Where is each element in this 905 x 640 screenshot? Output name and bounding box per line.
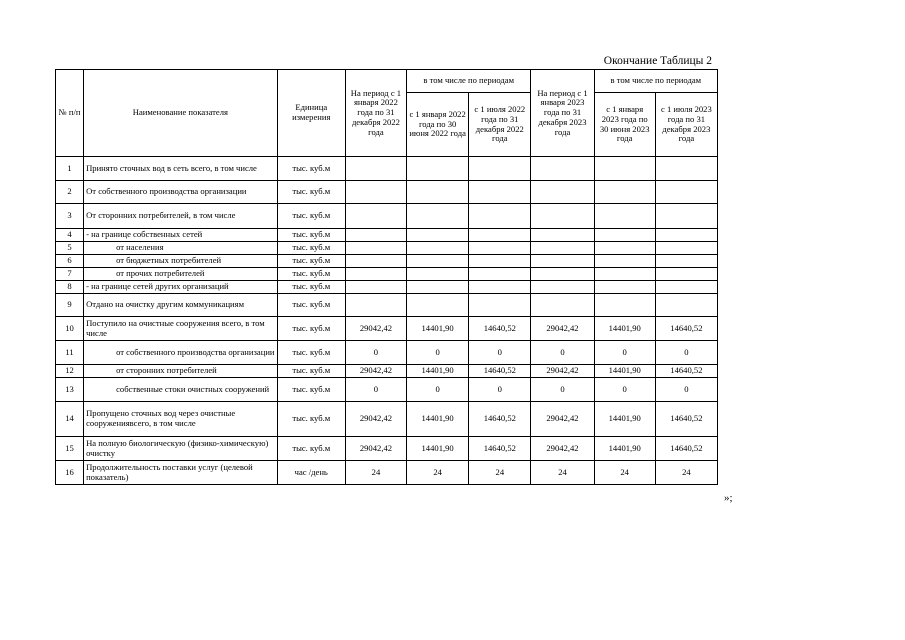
row-name: Пропущено сточных вод через очистные сооружениявсего, в том числе bbox=[84, 402, 278, 437]
table-row bbox=[56, 378, 718, 402]
value-cell bbox=[594, 204, 655, 229]
value-cell bbox=[594, 229, 655, 242]
value-cell: 14640,52 bbox=[655, 437, 717, 461]
row-name: от прочих потребителей bbox=[84, 268, 278, 281]
value-cell bbox=[469, 268, 531, 281]
value-cell bbox=[655, 294, 717, 317]
row-number: 1 bbox=[56, 157, 84, 181]
value-cell bbox=[469, 157, 531, 181]
table-row bbox=[56, 229, 718, 242]
value-cell bbox=[531, 242, 594, 255]
value-cell bbox=[407, 181, 469, 204]
value-cell bbox=[594, 242, 655, 255]
header-incl-2023: в том числе по периодам bbox=[594, 70, 717, 93]
row-unit: тыс. куб.м bbox=[277, 402, 345, 437]
row-unit: час /день bbox=[277, 461, 345, 485]
table-row bbox=[56, 242, 718, 255]
value-cell: 29042,42 bbox=[345, 317, 406, 341]
value-cell bbox=[407, 157, 469, 181]
table-row bbox=[56, 181, 718, 204]
row-name: - на границе сетей других организаций bbox=[84, 281, 278, 294]
header-h2-2023: с 1 июля 2023 года по 31 декабря 2023 года bbox=[655, 93, 717, 157]
value-cell bbox=[655, 268, 717, 281]
table-caption: Окончание Таблицы 2 bbox=[603, 55, 712, 67]
value-cell: 24 bbox=[655, 461, 717, 485]
row-name: От собственного производства организации bbox=[84, 181, 278, 204]
row-unit: тыс. куб.м bbox=[277, 157, 345, 181]
value-cell bbox=[469, 204, 531, 229]
header-unit: Единица измерения bbox=[277, 70, 345, 157]
row-name: Поступило на очистные сооружения всего, в том числе bbox=[84, 317, 278, 341]
row-unit: тыс. куб.м bbox=[277, 242, 345, 255]
value-cell bbox=[345, 294, 406, 317]
value-cell: 29042,42 bbox=[345, 402, 406, 437]
value-cell: 0 bbox=[594, 341, 655, 365]
value-cell: 24 bbox=[594, 461, 655, 485]
value-cell bbox=[531, 157, 594, 181]
row-number: 9 bbox=[56, 294, 84, 317]
table-row bbox=[56, 294, 718, 317]
table-row bbox=[56, 255, 718, 268]
table-row bbox=[56, 437, 718, 461]
value-cell bbox=[469, 294, 531, 317]
value-cell bbox=[655, 281, 717, 294]
value-cell bbox=[407, 204, 469, 229]
row-name: от населения bbox=[84, 242, 278, 255]
row-name: Принято сточных вод в сеть всего, в том числе bbox=[84, 157, 278, 181]
value-cell bbox=[345, 268, 406, 281]
row-name: от бюджетных потребителей bbox=[84, 255, 278, 268]
row-unit: тыс. куб.м bbox=[277, 204, 345, 229]
row-number: 14 bbox=[56, 402, 84, 437]
row-number: 4 bbox=[56, 229, 84, 242]
row-unit: тыс. куб.м bbox=[277, 181, 345, 204]
value-cell: 0 bbox=[407, 378, 469, 402]
value-cell bbox=[655, 204, 717, 229]
row-name: от сторонних потребителей bbox=[84, 365, 278, 378]
value-cell: 14401,90 bbox=[594, 365, 655, 378]
value-cell: 24 bbox=[531, 461, 594, 485]
header-h1-2023: с 1 января 2023 года по 30 июня 2023 года bbox=[594, 93, 655, 157]
closing-quote: »; bbox=[724, 492, 733, 504]
row-unit: тыс. куб.м bbox=[277, 229, 345, 242]
value-cell bbox=[655, 229, 717, 242]
value-cell: 0 bbox=[345, 341, 406, 365]
value-cell: 0 bbox=[594, 378, 655, 402]
value-cell: 29042,42 bbox=[531, 437, 594, 461]
table-row bbox=[56, 365, 718, 378]
header-incl-2022: в том числе по периодам bbox=[407, 70, 531, 93]
value-cell: 14640,52 bbox=[469, 317, 531, 341]
value-cell: 29042,42 bbox=[531, 402, 594, 437]
value-cell bbox=[594, 281, 655, 294]
value-cell: 0 bbox=[655, 378, 717, 402]
header-num: № п/п bbox=[56, 70, 84, 157]
value-cell bbox=[531, 181, 594, 204]
value-cell bbox=[655, 181, 717, 204]
row-name: - на границе собственных сетей bbox=[84, 229, 278, 242]
row-number: 12 bbox=[56, 365, 84, 378]
value-cell: 0 bbox=[531, 341, 594, 365]
value-cell: 29042,42 bbox=[531, 365, 594, 378]
value-cell bbox=[345, 204, 406, 229]
value-cell bbox=[531, 294, 594, 317]
value-cell: 0 bbox=[469, 341, 531, 365]
value-cell bbox=[469, 281, 531, 294]
row-number: 10 bbox=[56, 317, 84, 341]
value-cell bbox=[407, 268, 469, 281]
value-cell: 14401,90 bbox=[407, 365, 469, 378]
value-cell: 29042,42 bbox=[345, 437, 406, 461]
row-number: 6 bbox=[56, 255, 84, 268]
value-cell bbox=[345, 229, 406, 242]
table-row bbox=[56, 317, 718, 341]
value-cell bbox=[655, 242, 717, 255]
row-unit: тыс. куб.м bbox=[277, 268, 345, 281]
header-h1-2022: с 1 января 2022 года по 30 июня 2022 года bbox=[407, 93, 469, 157]
indicators-table bbox=[55, 69, 718, 485]
value-cell bbox=[407, 229, 469, 242]
value-cell: 14640,52 bbox=[469, 365, 531, 378]
row-number: 8 bbox=[56, 281, 84, 294]
row-number: 2 bbox=[56, 181, 84, 204]
value-cell: 29042,42 bbox=[345, 365, 406, 378]
row-number: 13 bbox=[56, 378, 84, 402]
table-row bbox=[56, 402, 718, 437]
value-cell: 14401,90 bbox=[407, 437, 469, 461]
row-unit: тыс. куб.м bbox=[277, 255, 345, 268]
value-cell bbox=[594, 255, 655, 268]
table-row bbox=[56, 268, 718, 281]
value-cell bbox=[469, 255, 531, 268]
value-cell: 24 bbox=[345, 461, 406, 485]
row-unit: тыс. куб.м bbox=[277, 378, 345, 402]
table-row bbox=[56, 461, 718, 485]
row-unit: тыс. куб.м bbox=[277, 437, 345, 461]
value-cell: 0 bbox=[531, 378, 594, 402]
row-number: 5 bbox=[56, 242, 84, 255]
value-cell bbox=[594, 294, 655, 317]
value-cell: 29042,42 bbox=[531, 317, 594, 341]
value-cell: 14401,90 bbox=[594, 402, 655, 437]
row-name: Отдано на очистку другим коммуникациям bbox=[84, 294, 278, 317]
header-period-2022: На период с 1 января 2022 года по 31 декабря 2022 года bbox=[345, 70, 406, 157]
row-number: 7 bbox=[56, 268, 84, 281]
value-cell: 0 bbox=[407, 341, 469, 365]
row-unit: тыс. куб.м bbox=[277, 281, 345, 294]
value-cell bbox=[469, 181, 531, 204]
value-cell bbox=[469, 229, 531, 242]
value-cell: 14640,52 bbox=[469, 402, 531, 437]
row-name: От сторонних потребителей, в том числе bbox=[84, 204, 278, 229]
row-name: от собственного производства организации bbox=[84, 341, 278, 365]
row-name: На полную биологическую (физико-химическую) очистку bbox=[84, 437, 278, 461]
value-cell: 14401,90 bbox=[407, 402, 469, 437]
value-cell bbox=[407, 294, 469, 317]
table-row bbox=[56, 157, 718, 181]
value-cell: 14640,52 bbox=[655, 317, 717, 341]
row-number: 3 bbox=[56, 204, 84, 229]
value-cell: 14640,52 bbox=[655, 365, 717, 378]
table-row bbox=[56, 204, 718, 229]
value-cell bbox=[655, 255, 717, 268]
header-period-2023: На период с 1 января 2023 года по 31 декабря 2023 года bbox=[531, 70, 594, 157]
value-cell: 24 bbox=[469, 461, 531, 485]
value-cell bbox=[407, 255, 469, 268]
value-cell bbox=[531, 229, 594, 242]
value-cell: 0 bbox=[345, 378, 406, 402]
row-number: 11 bbox=[56, 341, 84, 365]
value-cell bbox=[407, 281, 469, 294]
value-cell: 14401,90 bbox=[407, 317, 469, 341]
row-unit: тыс. куб.м bbox=[277, 365, 345, 378]
row-name: собственные стоки очистных сооружений bbox=[84, 378, 278, 402]
value-cell bbox=[655, 157, 717, 181]
value-cell bbox=[594, 157, 655, 181]
header-name: Наименование показателя bbox=[84, 70, 278, 157]
value-cell bbox=[407, 242, 469, 255]
value-cell: 24 bbox=[407, 461, 469, 485]
table-row bbox=[56, 341, 718, 365]
row-unit: тыс. куб.м bbox=[277, 317, 345, 341]
value-cell bbox=[531, 204, 594, 229]
value-cell bbox=[531, 255, 594, 268]
value-cell: 0 bbox=[469, 378, 531, 402]
value-cell bbox=[594, 181, 655, 204]
row-number: 16 bbox=[56, 461, 84, 485]
table-row bbox=[56, 281, 718, 294]
value-cell: 0 bbox=[655, 341, 717, 365]
value-cell bbox=[531, 281, 594, 294]
row-name: Продолжительность поставки услуг (целевой показатель) bbox=[84, 461, 278, 485]
value-cell bbox=[345, 181, 406, 204]
value-cell bbox=[469, 242, 531, 255]
value-cell bbox=[531, 268, 594, 281]
value-cell bbox=[594, 268, 655, 281]
value-cell: 14401,90 bbox=[594, 317, 655, 341]
value-cell bbox=[345, 242, 406, 255]
value-cell: 14401,90 bbox=[594, 437, 655, 461]
row-number: 15 bbox=[56, 437, 84, 461]
value-cell bbox=[345, 281, 406, 294]
value-cell bbox=[345, 255, 406, 268]
row-unit: тыс. куб.м bbox=[277, 294, 345, 317]
value-cell: 14640,52 bbox=[469, 437, 531, 461]
row-unit: тыс. куб.м bbox=[277, 341, 345, 365]
header-h2-2022: с 1 июля 2022 года по 31 декабря 2022 года bbox=[469, 93, 531, 157]
value-cell: 14640,52 bbox=[655, 402, 717, 437]
value-cell bbox=[345, 157, 406, 181]
